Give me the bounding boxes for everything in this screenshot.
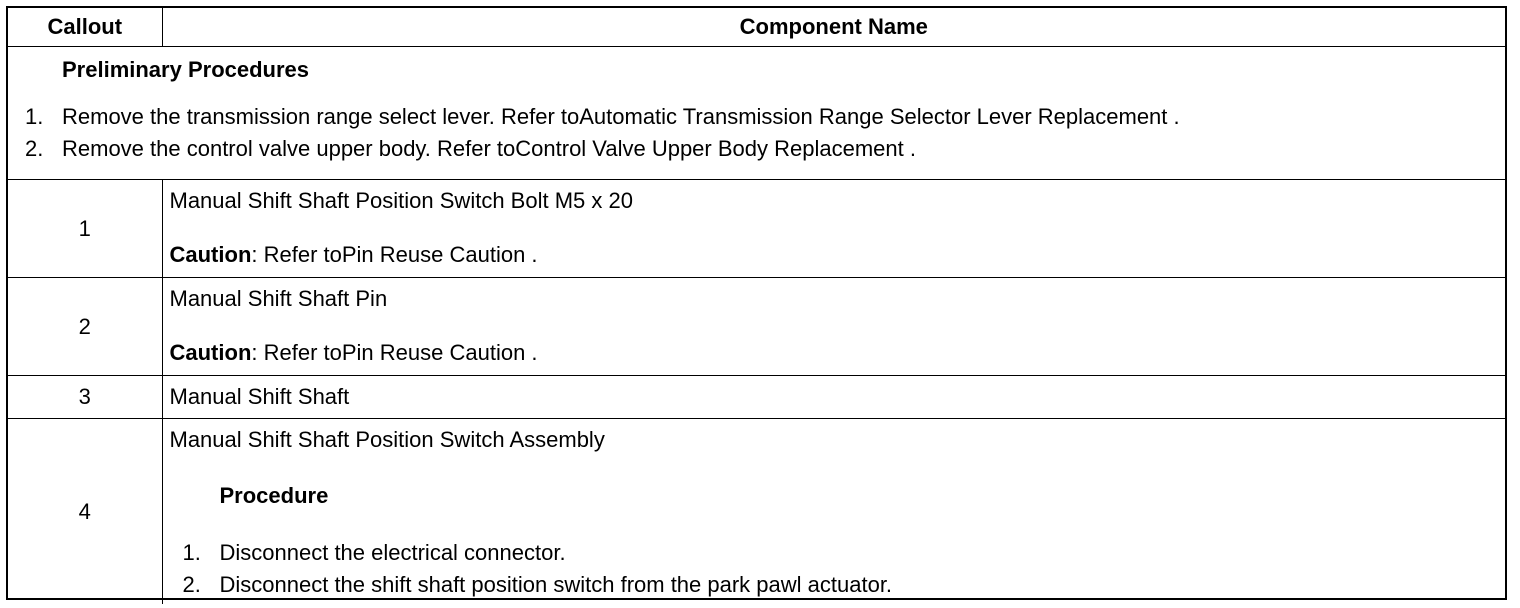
caution-note	[170, 242, 1506, 268]
header-component-name: Component Name	[162, 8, 1505, 47]
component-name: Manual Shift Shaft	[169, 384, 350, 409]
preliminary-cell	[8, 47, 1505, 180]
table-row	[8, 419, 1505, 605]
table-row	[8, 180, 1505, 278]
step-number: 2.	[182, 572, 201, 597]
preliminary-steps	[8, 101, 1505, 165]
table-row	[8, 376, 1505, 419]
list-item	[8, 101, 1505, 133]
caution-label: Caution	[169, 340, 252, 365]
callout-cell: 4	[8, 419, 162, 605]
step-text: Remove the control valve upper body. Refer toControl Valve Upper Body Replacement .	[62, 136, 916, 161]
callout-cell: 1	[8, 180, 162, 278]
component-name: Manual Shift Shaft Position Switch Assembly	[169, 427, 605, 452]
caution-text: : Refer toPin Reuse Caution .	[251, 242, 538, 267]
preliminary-title: Preliminary Procedures	[62, 57, 310, 82]
step-text: Remove the transmission range select lever. Refer toAutomatic Transmission Range Selector Lever Replacement .	[62, 104, 1180, 129]
component-name: Manual Shift Shaft Position Switch Bolt M5 x 20	[169, 188, 633, 213]
step-number: 1.	[25, 104, 44, 129]
table-row	[8, 278, 1505, 376]
preliminary-row	[8, 47, 1505, 180]
step-number: 1.	[182, 540, 201, 565]
component-cell	[162, 278, 1505, 376]
component-cell	[162, 180, 1505, 278]
component-cell	[162, 419, 1505, 605]
procedure-title: Procedure	[219, 483, 329, 508]
component-table	[8, 8, 1505, 604]
caution-note	[170, 340, 1506, 366]
component-name: Manual Shift Shaft Pin	[169, 286, 388, 311]
header-row	[8, 8, 1505, 47]
callout-cell: 3	[8, 376, 162, 419]
procedure-steps	[170, 537, 1506, 601]
step-number: 2.	[25, 136, 44, 161]
component-cell	[162, 376, 1505, 419]
list-item	[170, 569, 1506, 601]
step-text: Disconnect the electrical connector.	[219, 540, 566, 565]
callout-cell: 2	[8, 278, 162, 376]
step-text: Disconnect the shift shaft position switch from the park pawl actuator.	[219, 572, 893, 597]
caution-label: Caution	[169, 242, 252, 267]
component-table-frame	[6, 6, 1507, 600]
list-item	[8, 133, 1505, 165]
caution-text: : Refer toPin Reuse Caution .	[251, 340, 538, 365]
header-callout: Callout	[8, 8, 162, 47]
list-item	[170, 537, 1506, 569]
